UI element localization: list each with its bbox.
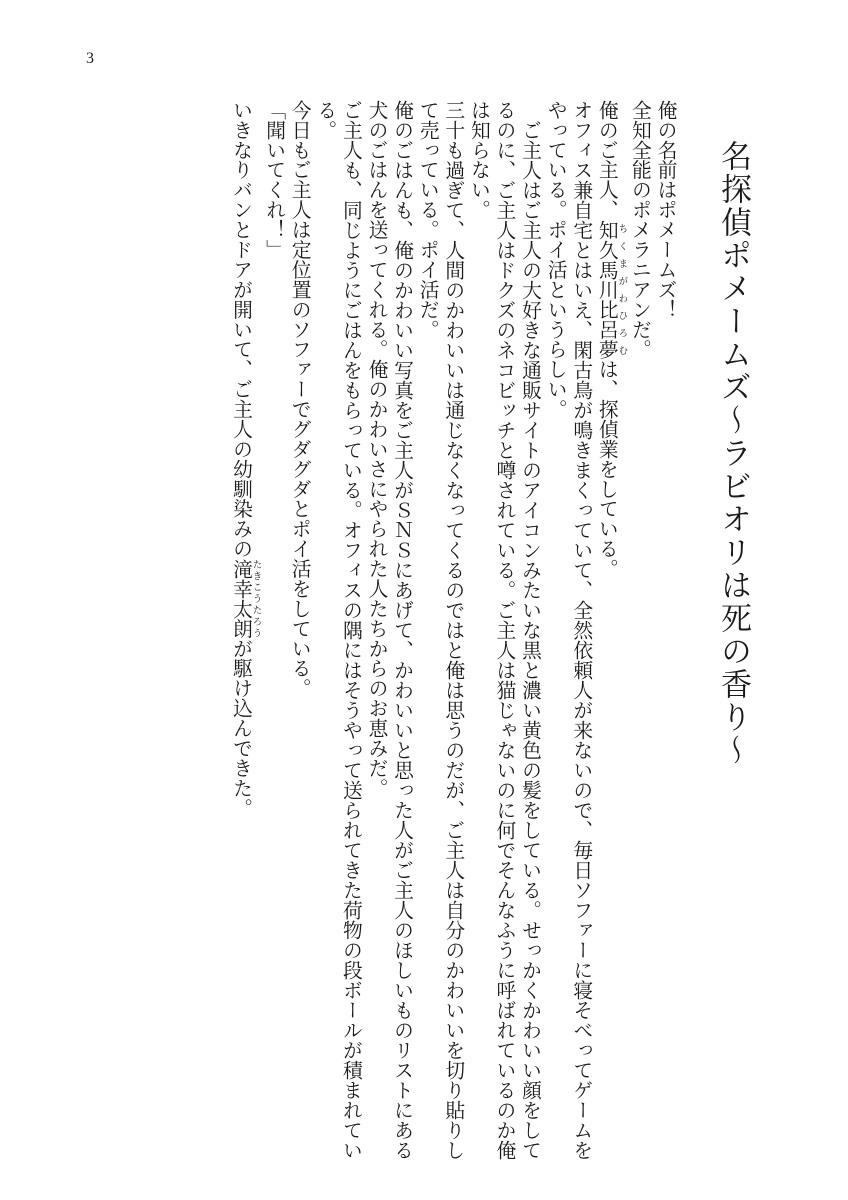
- chapter-title: 名探偵ポメームズ～ラビオリは死の香り～: [715, 140, 751, 767]
- ruby-annotation: [595, 219, 628, 360]
- paragraph: ご主人はご主人の大好きな通販サイトのアイコンみたいな黒と濃い黄色の髪をしている。せっかくかわいい顔をしてるのに、ご主人はドクズのネコビッチと噂されている。ご主人は猫じゃないのに何でそんなふうに呼ばれているのか俺は知らない。: [467, 100, 542, 1160]
- paragraph: 俺の名前はポメームズ！: [654, 100, 677, 320]
- text-run: いきなりバンとドアが開いて、ご主人の幼馴染みの: [229, 100, 253, 559]
- paragraph: [228, 100, 261, 1160]
- paragraph: 三十も過ぎて、人間のかわいいは通じなくなってくるのではと俺は思うのだが、ご主人は自分のかわいいを切り貼りして売っている。ポイ活だ。: [416, 100, 465, 1160]
- ruby-annotation: [229, 558, 262, 639]
- paragraph: 今日もご主人は定位置のソファーでグダグダとポイ活をしている。: [288, 100, 312, 699]
- paragraph: 俺のごはんも、俺のかわいい写真をご主人がＳＮＳにあげて、かわいいと思った人がご主人のほしいものリストにある犬のごはんを送ってくれる。俺のかわいさにやられた人たちからのお恵みだ。: [364, 100, 414, 1160]
- paragraph: オフィス兼自宅とはいえ、閑古鳥が鳴きまくっていて、全然依頼人が来ないので、毎日ソファーに寝そべってゲームをやっている。ポイ活というらしい。: [544, 100, 593, 1160]
- ruby-base: 知久馬川比呂夢: [595, 219, 619, 360]
- paragraph: ご主人も、同じようにごはんをもらっている。オフィスの隅にはそうやって送られてきた荷物の段ボールが積まれている。: [313, 100, 363, 1160]
- ruby-reading: ちくまがわひろむ: [616, 219, 628, 360]
- page-number: 3: [86, 50, 94, 67]
- ruby-reading: たきこうたろう: [250, 558, 262, 639]
- text-run: は、探偵業をしている。: [595, 359, 619, 579]
- text-run: が駆け込んできた。: [229, 638, 253, 818]
- ruby-base: 滝幸太朗: [229, 558, 253, 639]
- text-run: 俺のご主人、: [595, 100, 619, 220]
- body-text: [78, 100, 678, 1160]
- paragraph: 「聞いてくれ！」: [262, 100, 286, 260]
- paragraph: 全知全能のポメラニアンだ。: [628, 100, 652, 360]
- paragraph: [594, 100, 627, 1160]
